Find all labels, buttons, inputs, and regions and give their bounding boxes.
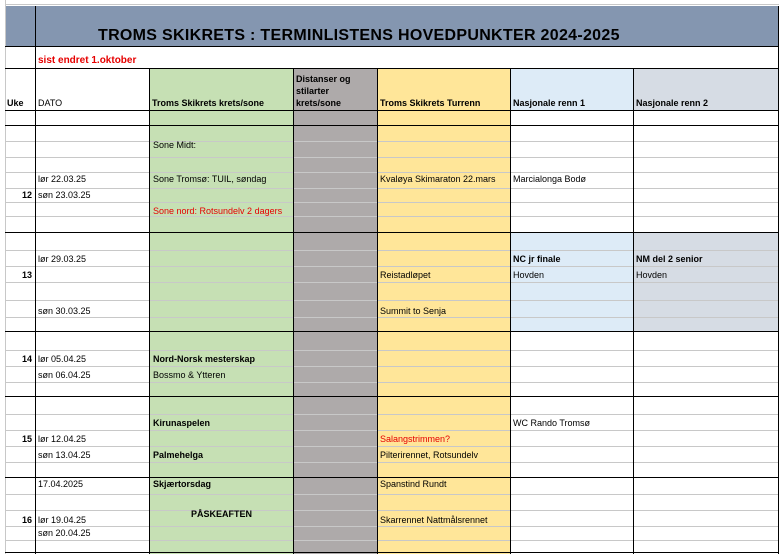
header-distances-3: krets/sone [296, 98, 342, 108]
national1-cell: Hovden [513, 270, 545, 280]
tour-cell: Reistadløpet [380, 270, 431, 280]
header-national2: Nasjonale renn 2 [636, 98, 709, 108]
week-number: 16 [22, 515, 33, 525]
national2-cell: Hovden [636, 270, 668, 280]
week-number: 12 [22, 190, 33, 200]
date-cell: lør 05.04.25 [38, 354, 87, 364]
date-cell: søn 23.03.25 [38, 190, 91, 200]
zone-cell: Bossmo & Ytteren [153, 370, 226, 380]
date-cell: søn 30.03.25 [38, 306, 91, 316]
date-cell: lør 12.04.25 [38, 434, 87, 444]
title-left-strip [5, 6, 35, 46]
page-title: TROMS SKIKRETS : TERMINLISTENS HOVEDPUNKTER 2024-2025 [98, 27, 620, 44]
date-cell: lør 29.03.25 [38, 254, 87, 264]
tour-cell: Skarrennet Nattmålsrennet [380, 515, 488, 525]
zone-cell: Sone Midt: [153, 140, 197, 150]
national1-cell: Marcialonga Bodø [513, 174, 587, 184]
national1-cell: WC Rando Tromsø [513, 418, 591, 428]
week-number: 13 [22, 270, 33, 280]
last-changed-note: sist endret 1.oktober [38, 55, 137, 66]
date-cell: søn 06.04.25 [38, 370, 91, 380]
national2-cell: NM del 2 senior [636, 254, 703, 264]
date-cell: søn 20.04.25 [38, 528, 91, 538]
zone-cell: Sone nord: Rotsundelv 2 dagers [153, 206, 283, 216]
header-tour: Troms Skikrets Turrenn [380, 98, 481, 108]
national1-cell: NC jr finale [513, 254, 561, 264]
header-week: Uke [7, 98, 24, 108]
week-number: 14 [22, 354, 33, 364]
zone-cell: Nord-Norsk mesterskap [153, 354, 256, 364]
zone-cell: Palmehelga [153, 450, 204, 460]
date-cell: 17.04.2025 [38, 479, 84, 489]
week-number: 15 [22, 434, 33, 444]
header-zone: Troms Skikrets krets/sone [152, 98, 265, 108]
zone-cell: PÅSKEAFTEN [191, 509, 253, 519]
zone-cell: Sone Tromsø: TUIL, søndag [153, 174, 267, 184]
tour-cell: Pilterirennet, Rotsundelv [380, 450, 479, 460]
header-distances-1: Distanser og [296, 74, 351, 84]
tour-cell: Kvaløya Skimaraton 22.mars [380, 174, 496, 184]
date-cell: søn 13.04.25 [38, 450, 91, 460]
header-national1: Nasjonale renn 1 [513, 98, 586, 108]
tour-cell: Salangstrimmen? [380, 434, 451, 444]
zone-cell: Kirunaspelen [153, 418, 211, 428]
tour-cell: Summit to Senja [380, 306, 447, 316]
zone-cell: Skjærtorsdag [153, 479, 212, 489]
date-cell: lør 22.03.25 [38, 174, 87, 184]
header-date: DATO [38, 98, 63, 108]
date-cell: lør 19.04.25 [38, 515, 87, 525]
tour-cell: Spanstind Rundt [380, 479, 447, 489]
header-distances-2: stilarter [296, 86, 330, 96]
